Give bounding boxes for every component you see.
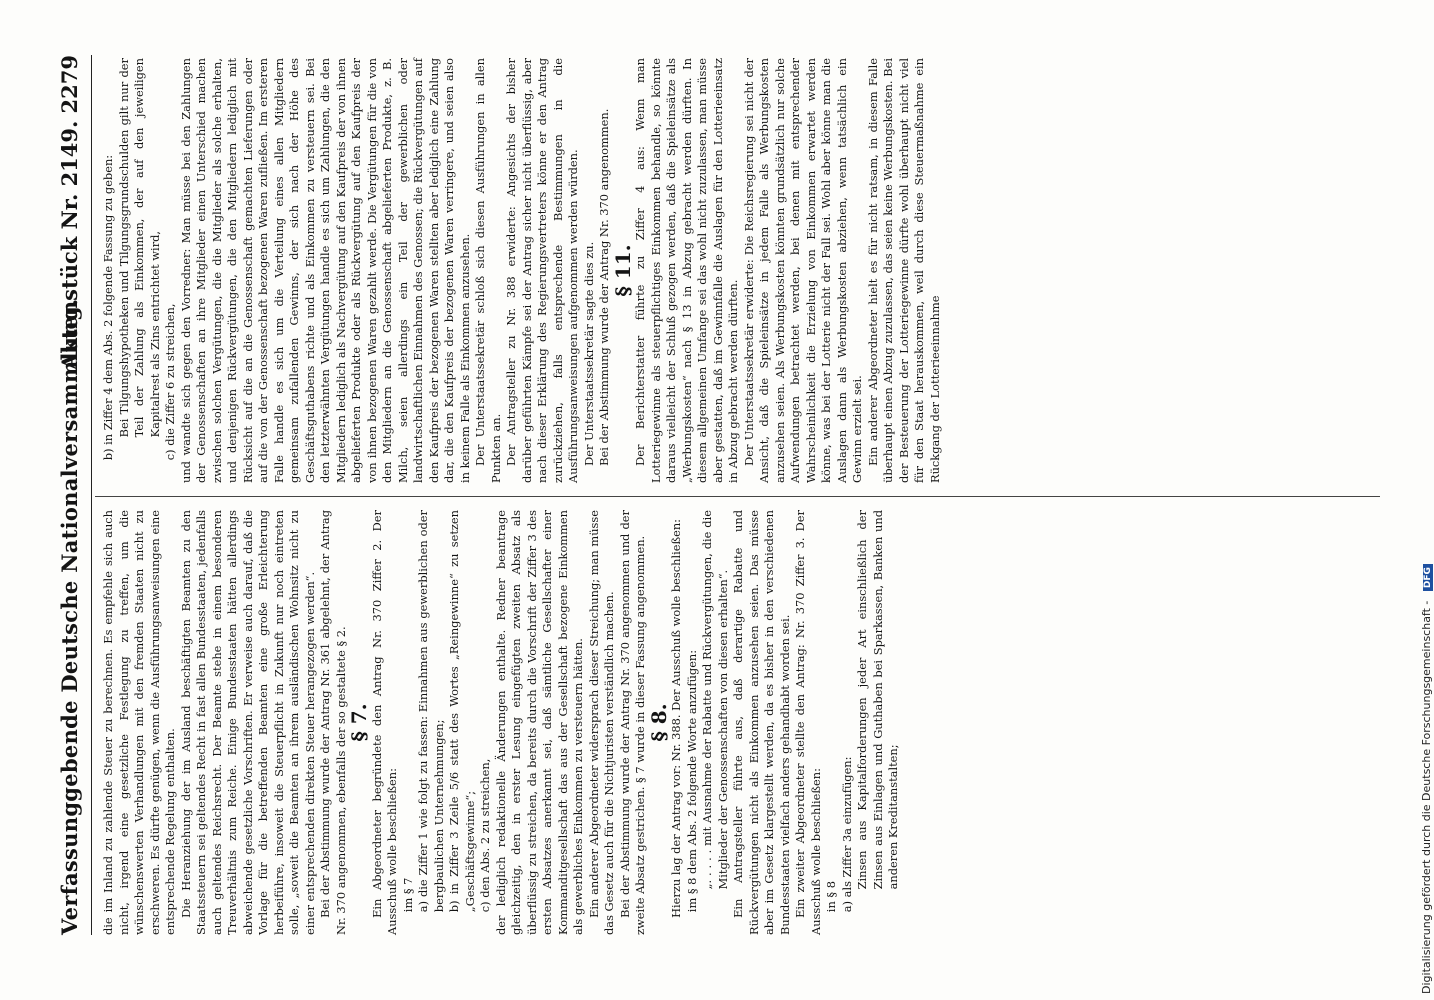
quoted-motion: im § 8 dem Abs. 2 folgende Worte anzufügen: (684, 649, 699, 913)
digitization-stamp (1404, 0, 1434, 1000)
quoted-motion: a) die Ziffer 1 wie folgt zu fassen: Einnahmen aus gewerblichen oder bergbaulichen Unternehmungen; (416, 510, 446, 913)
quoted-motion: im § 7 (400, 877, 415, 913)
section-heading: § 11. (610, 244, 635, 297)
left-column (101, 510, 902, 935)
column-divider (95, 496, 1380, 497)
paragraph: und wandte sich gegen den Vorredner: Man müsse bei den Zahlungen der Genossenschaften an ihre Mitglieder einen Unterschied machen zwischen solchen Vergütungen, die die Mitglieder als solche erhalten, und denjenigen Rückvergütungen, die den Mitgliedern lediglich mit Rücksicht auf die an die Genossenschaft gemachten Lieferungen oder auf die von der Genossenschaft bezogenen Waren zufließen. Im ersteren Falle handle es sich um die Verteilung eines allen Mitgliedern gemeinsam zufallenden Gewinns, der sich nach der Höhe des Geschäftsguthabens richte und als Einkommen zu versteuern sei. Bei den letzterwähnten Vergütungen handle es sich um Zahlungen, die den Mitgliedern lediglich als Nachvergütung auf den Kaufpreis der von ihnen abgelieferten Produkte oder als Rückvergütung auf den Kaufpreis der von ihnen bezogenen Waren gezahlt werde. Die Vergütungen für die von den Mitgliedern an die Genossenschaft abgelieferten Produkte, z. B. Milch, seien allerdings ein Teil der gewerblichen oder landwirtschaftlichen Einnahmen des Genossen; die Rückvergütungen auf den Kaufpreis der bezogenen Waren stellten aber lediglich eine Zahlung dar, die den Kaufpreis der bezogenen Waren verringere, und seien also in keinem Falle als Einkommen anzusehen. (178, 58, 472, 483)
paragraph: Der Unterstaatssekretär erwiderte: Die Reichsregierung sei nicht der Ansicht, daß die Spieleinsätze in jedem Falle als Werbungskosten anzusehen seien. Als Werbungskosten könnten grundsätzlich nur solche Aufwendungen betrachtet werden, bei denen mit entsprechender Wahrscheinlichkeit die Erzielung von Einkommen erwartet werden könne, was bei der Lotterie nicht der Fall sei. Wohl aber könne man die Auslagen dann als Werbungskosten abziehen, wenn tatsächlich ein Gewinn erzielt sei. (741, 58, 864, 483)
page-header (55, 55, 89, 935)
paragraph: die im Inland zu zahlende Steuer zu berechnen. Es empfehle sich auch nicht, irgend eine gesetzliche Festlegung zu treffen, um die wünschenswerten Verhandlungen mit den fremden Staaten nicht zu erschweren. Es dürfte genügen, wenn die Ausführungsanweisungen eine entsprechende Regelung enthalten. (101, 510, 177, 935)
digitization-note: Digitalisierung gefördert durch die Deutsche Forschungsgemeinschaft - (1420, 600, 1433, 994)
paragraph: Ein zweiter Abgeordneter stellte den Antrag: Nr. 370 Ziffer 3. Der Ausschuß wolle beschließen: (793, 510, 823, 935)
paragraph: Die Heranziehung der im Ausland beschäftigten Beamten zu den Staatssteuern sei geltendes Recht in fast allen Bundesstaaten, jedenfalls auch geltendes Reichsrecht. Der Beamte stehe in einem besonderen Treuverhältnis zum Reiche. Einige Bundesstaaten hätten allerdings abweichende gesetzliche Vorschriften. Er verweise auch darauf, daß die Vorlage für die betreffenden Beamten eine große Erleichterung herbeiführe, insoweit die Steuerpflicht in Zukunft nur noch eintreten solle, „soweit die Beamten an ihrem ausländischen Wohnsitz nicht zu einer entsprechenden direkten Steuer herangezogen werden“. (178, 510, 317, 935)
dfg-logo: DFG (1423, 564, 1433, 591)
paragraph: Ein Abgeordneter begründete den Antrag Nr. 370 Ziffer 2. Der Ausschuß wolle beschließen: (369, 510, 399, 935)
rotated-page-content (55, 55, 1385, 935)
right-column (101, 58, 943, 483)
paragraph: Bei der Abstimmung wurde der Antrag Nr. 370 angenommen. (597, 108, 611, 466)
quoted-motion-text: Zinsen aus Kapitalforderungen jeder Art einschließlich der Zinsen aus Einlagen und Guthaben bei Sparkassen, Banken und anderen Kreditanstalten; (855, 510, 900, 890)
quoted-motion: c) die Ziffer 6 zu streichen, (163, 303, 177, 461)
paragraph: Der Unterstaatssekretär schloß sich diesen Ausführungen in allen Punkten an. (473, 58, 503, 483)
paragraph: der lediglich redaktionelle Änderungen enthalte. Redner beantrage gleichzeitig, den in erster Lesung eingefügten zweiten Absatz als überflüssig zu streichen, da bereits durch die Vorschrift der Ziffer 3 des ersten Absatzes anerkannt sei, daß sämtliche Gesellschafter einer Kommanditgesellschaft das aus der Gesellschaft bezogene Einkommen als gewerbliches Einkommen zu versteuern hätten. (493, 510, 585, 935)
quoted-motion: a) als Ziffer 3a einzufügen: (839, 756, 854, 913)
quoted-motion-text: Bei Tilgungshypotheken und Tilgungsgrundschulden gilt nur der Teil der Zahlung als Einkommen, der auf den jeweiligen Kapitalrest als Zins entrichtet wird, (116, 58, 162, 438)
paragraph: Ein anderer Abgeordneter widersprach dieser Streichung; man müsse das Gesetz auch für die Nichtjuristen verständlich machen. (586, 510, 616, 935)
paragraph: Der Unterstaatssekretär sagte dies zu. (581, 241, 596, 466)
quoted-motion-text: „. . . . . mit Ausnahme der Rabatte und Rückvergütungen, die die Mitglieder der Genossenschaften von diesen erhalten“. (700, 510, 730, 890)
section-heading: § 7. (347, 703, 371, 742)
paragraph: Ein anderer Abgeordneter hielt es für nicht ratsam, in diesem Falle überhaupt einen Abzug zuzulassen, das seien keine Werbungskosten. Bei der Besteuerung der Lotteriegewinne dürfte wohl überhaupt nicht viel für den Staat herauskommen, weil durch diese Steuermaßnahme ein Rückgang der Lotterieeinnahme (865, 58, 942, 483)
paragraph: Bei der Abstimmung wurde der Antrag Nr. 370 angenommen und der zweite Absatz gestrichen. § 7 wurde in dieser Fassung angenommen. (617, 510, 647, 935)
quoted-motion: b) in Ziffer 4 dem Abs. 2 folgende Fassung zu geben: (101, 154, 115, 461)
page-number: 2279 (57, 55, 82, 114)
running-title: Verfassunggebende Deutsche Nationalversammlung. (57, 298, 82, 935)
header-rule (91, 55, 92, 935)
quoted-motion: b) in Ziffer 3 Zeile 5/6 statt des Wortes „Reingewinne“ zu setzen „Geschäftsgewinne“; (447, 510, 477, 913)
quoted-motion: c) den Abs. 2 zu streichen, (478, 758, 492, 913)
paragraph: Der Berichterstatter führte zu Ziffer 4 aus: Wenn man Lotteriegewinne als steuerpflichtiges Einkommen behandle, so könnte daraus vielleicht der Schluß gezogen werden, daß die Spieleinsätze als „Werbungskosten“ nach § 13 in Abzug gebracht werden dürften. In diesem allgemeinen Umfange sei das wohl nicht zuzulassen, man müsse aber gestatten, daß im Gewinnfalle die Auslagen für den Lotterieeinsatz in Abzug gebracht werden dürften. (633, 58, 740, 483)
paragraph: Bei der Abstimmung wurde der Antrag Nr. 361 abgelehnt, der Antrag Nr. 370 angenommen, ebenfalls der so gestaltete § 2. (318, 510, 348, 935)
paragraph: Ein Antragsteller führte aus, daß derartige Rabatte und Rückvergütungen nicht als Einkommen anzusehen seien. Das müsse aber im Gesetz klargestellt werden, da es bisher in den verschiedenen Bundesstaaten vielfach anders gehandhabt worden sei. (731, 510, 792, 935)
paragraph: Der Antragsteller zu Nr. 388 erwiderte: Angesichts der bisher darüber geführten Kämpfe sei der Antrag sicher nicht überflüssig, aber nach dieser Erklärung des Regierungsvertreters könne er den Antrag zurückziehen, falls entsprechende Bestimmungen in die Ausführungsanweisungen aufgenommen werden würden. (504, 58, 580, 483)
section-heading: § 8. (646, 703, 671, 742)
paragraph: Hierzu lag der Antrag vor: Nr. 388. Der Ausschuß wolle beschließen: (669, 519, 683, 918)
quoted-motion: in § 8 (824, 881, 838, 913)
document-number: Aktenstück Nr. 2149. (57, 120, 82, 370)
